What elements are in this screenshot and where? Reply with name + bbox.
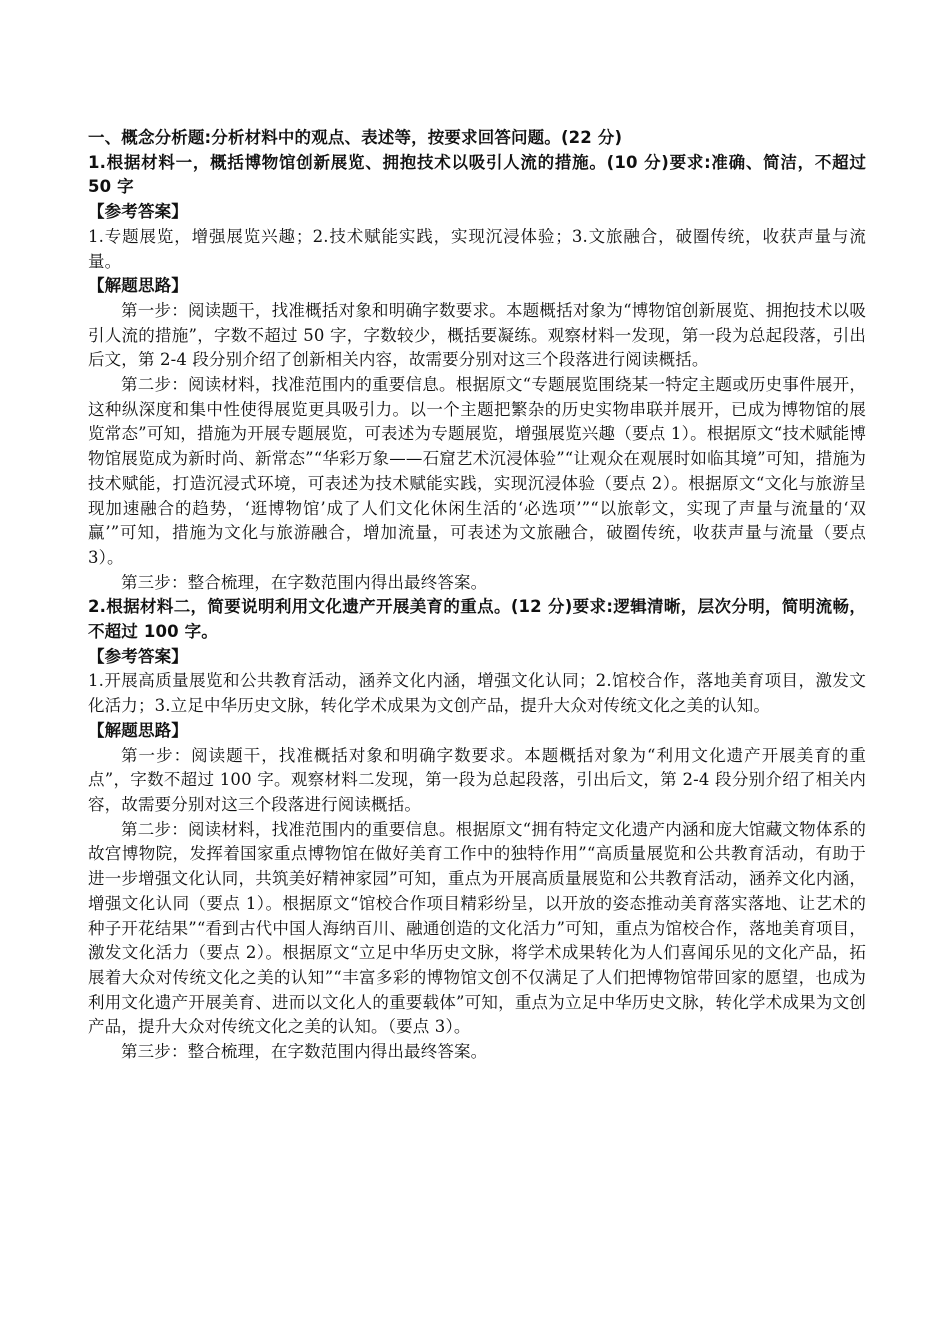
question-1-thinking-label: 【解题思路】	[88, 276, 188, 296]
section-heading: 一、概念分析题:分析材料中的观点、表述等，按要求回答问题。(22 分)	[88, 128, 623, 147]
document-page	[88, 126, 866, 1065]
question-1-answer-label: 【参考答案】	[88, 202, 188, 222]
question-1-answer: 1.专题展览，增强展览兴趣；2.技术赋能实践，实现沉浸体验；3.文旅融合，破圈传统，收获声量与流量。	[88, 226, 866, 271]
question-1-step-2: 第二步：阅读材料，找准范围内的重要信息。根据原文“专题展览围绕某一特定主题或历史事件展开，这种纵深度和集中性使得展览更具吸引力。以一个主题把繁杂的历史实物串联并展开，已成为博物馆的展览常态”可知，措施为开展专题展览，可表述为专题展览，增强展览兴趣（要点 1）。根据原文“技术赋能博物馆展览成为新时尚、新常态”“华彩万象——石窟艺术沉浸体验”“让观众在观展时如临其境”可知，措施为技术赋能，打造沉浸式环境，可表述为技术赋能实践，实现沉浸体验（要点 2）。根据原文“文化与旅游呈现加速融合的趋势，‘逛博物馆’成了人们文化休闲生活的‘必选项’”“以旅彰文，实现了声量与流量的‘双赢’”可知，措施为文化与旅游融合，增加流量，可表述为文旅融合，破圈传统，收获声量与流量（要点3）。	[88, 375, 866, 567]
question-2-answer: 1.开展高质量展览和公共教育活动，涵养文化内涵，增强文化认同；2.馆校合作，落地美育项目，激发文化活力；3.立足中华历史文脉，转化学术成果为文创产品，提升大众对传统文化之美的认知。	[88, 671, 866, 716]
question-2-step-2: 第二步：阅读材料，找准范围内的重要信息。根据原文“拥有特定文化遗产内涵和庞大馆藏文物体系的故宫博物院，发挥着国家重点博物馆在做好美育工作中的独特作用”“高质量展览和公共教育活动，有助于进一步增强文化认同，共筑美好精神家园”可知，重点为开展高质量展览和公共教育活动，涵养文化内涵，增强文化认同（要点 1）。根据原文“馆校合作项目精彩纷呈，以开放的姿态推动美育落实落地、让艺术的种子开花结果”“看到古代中国人海纳百川、融通创造的文化活力”可知，重点为馆校合作，落地美育项目，激发文化活力（要点 2）。根据原文“立足中华历史文脉，将学术成果转化为人们喜闻乐见的文化产品，拓展着大众对传统文化之美的认知”“丰富多彩的博物馆文创不仅满足了人们把博物馆带回家的愿望，也成为利用文化遗产开展美育、进而以文化人的重要载体”可知，重点为立足中华历史文脉，转化学术成果为文创产品，提升大众对传统文化之美的认知。（要点 3）。	[88, 819, 866, 1037]
question-2-step-1: 第一步：阅读题干，找准概括对象和明确字数要求。本题概括对象为“利用文化遗产开展美育的重点”，字数不超过 100 字。观察材料二发现，第一段为总起段落，引出后文，第 2-4 段分别介绍了相关内容，故需要分别对这三个段落进行阅读概括。	[88, 745, 866, 814]
question-2-step-3: 第三步：整合梳理，在字数范围内得出最终答案。	[121, 1042, 488, 1062]
question-1-step-3: 第三步：整合梳理，在字数范围内得出最终答案。	[121, 572, 488, 592]
question-2-prompt: 2.根据材料二，简要说明利用文化遗产开展美育的重点。(12 分)要求:逻辑清晰，层次分明，简明流畅，不超过 100 字。	[88, 597, 866, 642]
question-1-step-1: 第一步：阅读题干，找准概括对象和明确字数要求。本题概括对象为“博物馆创新展览、拥抱技术以吸引人流的措施”，字数不超过 50 字，字数较少，概括要凝练。观察材料一发现，第一段为总起段落，引出后文，第 2-4 段分别介绍了创新相关内容，故需要分别对这三个段落进行阅读概括。	[88, 300, 866, 370]
question-1-prompt: 1.根据材料一，概括博物馆创新展览、拥抱技术以吸引人流的措施。(10 分)要求:准确、简洁，不超过 50 字	[88, 152, 866, 197]
question-2-answer-label: 【参考答案】	[88, 646, 188, 666]
question-2-thinking-label: 【解题思路】	[88, 720, 188, 740]
